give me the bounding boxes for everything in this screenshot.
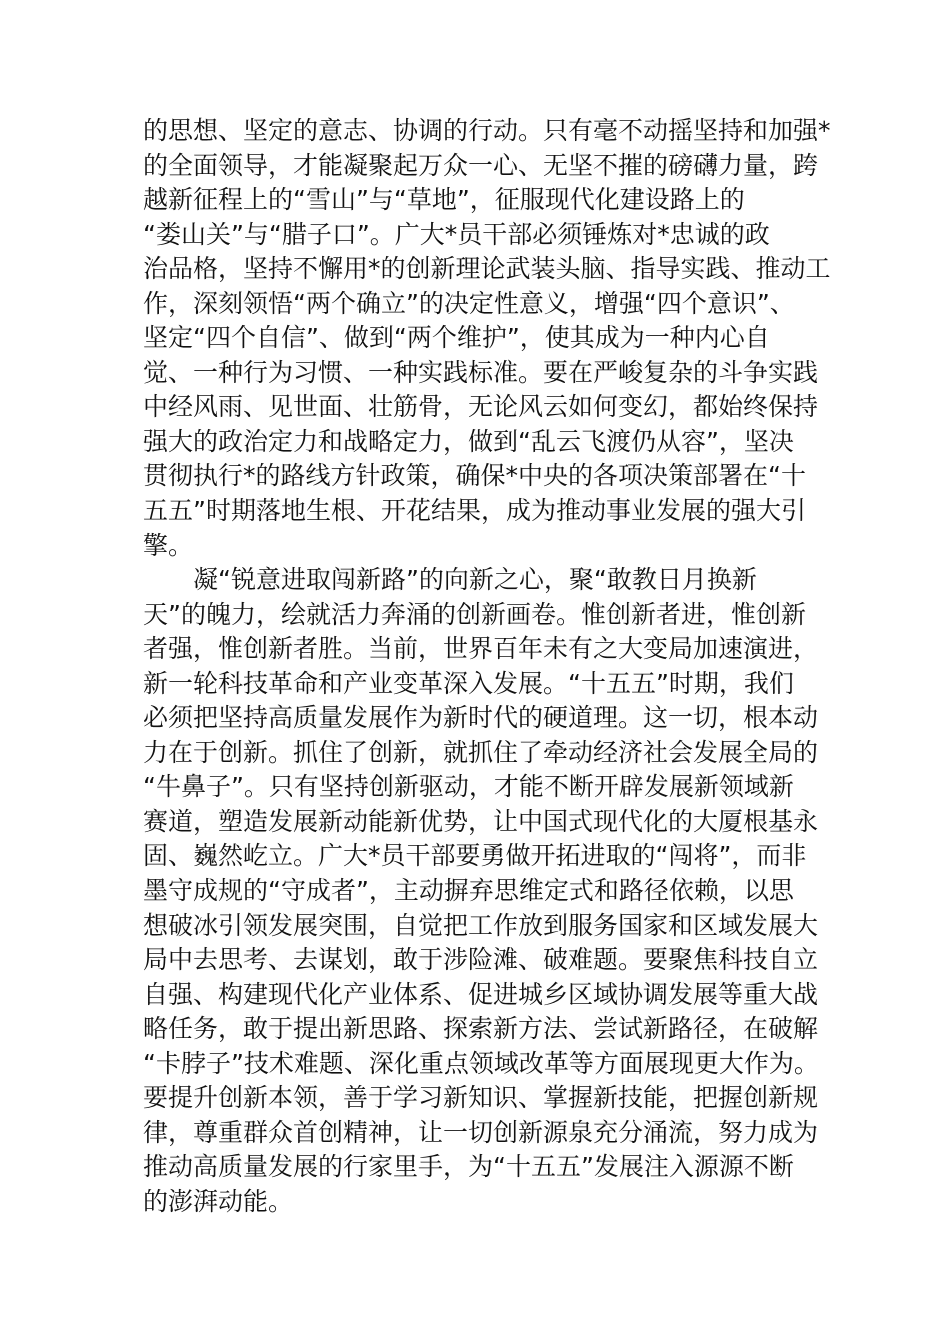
text-line: 想破冰引领发展突围，自觉把工作放到服务国家和区域发展大 xyxy=(143,910,819,940)
text-line: 律，尊重群众首创精神，让一切创新源泉充分涌流，努力成为 xyxy=(143,1117,819,1147)
text-line: 越新征程上的“雪山”与“草地”，征服现代化建设路上的 xyxy=(143,185,745,215)
text-line: “牛鼻子”。只有坚持创新驱动，才能不断开辟发展新领域新 xyxy=(143,772,794,802)
text-line: 觉、一种行为习惯、一种实践标准。要在严峻复杂的斗争实践 xyxy=(143,357,819,387)
text-line: 的全面领导，才能凝聚起万众一心、无坚不摧的磅礴力量，跨 xyxy=(143,150,819,180)
text-line: 者强，惟创新者胜。当前，世界百年未有之大变局加速演进， xyxy=(143,634,819,664)
text-line: 新一轮科技革命和产业变革深入发展。“十五五”时期，我们 xyxy=(143,668,794,698)
text-line: 的思想、坚定的意志、协调的行动。只有毫不动摇坚持和加强* xyxy=(143,116,831,145)
text-line: 力在于创新。抓住了创新，就抓住了牵动经济社会发展全局的 xyxy=(143,737,819,767)
text-line: 天”的魄力，绘就活力奔涌的创新画卷。惟创新者进，惟创新 xyxy=(143,599,806,629)
text-line: 局中去思考、去谋划，敢于涉险滩、破难题。要聚焦科技自立 xyxy=(143,945,819,975)
text-line: 自强、构建现代化产业体系、促进城乡区域协调发展等重大战 xyxy=(143,979,819,1009)
text-line: 强大的政治定力和战略定力，做到“乱云飞渡仍从容”，坚决 xyxy=(143,426,794,456)
text-line: 的澎湃动能。 xyxy=(143,1186,294,1216)
text-line: 推动高质量发展的行家里手，为“十五五”发展注入源源不断 xyxy=(143,1152,794,1182)
text-line: “卡脖子”技术难题、深化重点领域改革等方面展现更大作为。 xyxy=(143,1048,819,1078)
text-line: 赛道，塑造发展新动能新优势，让中国式现代化的大厦根基永 xyxy=(143,806,819,836)
text-line: 擎。 xyxy=(143,530,194,560)
text-line: 墨守成规的“守成者”，主动摒弃思维定式和路径依赖，以思 xyxy=(143,876,794,906)
text-line: 五五”时期落地生根、开花结果，成为推动事业发展的强大引 xyxy=(143,496,806,526)
body-text xyxy=(143,114,831,1220)
text-line: 略任务，敢于提出新思路、探索新方法、尝试新路径，在破解 xyxy=(143,1014,819,1044)
text-line: 坚定“四个自信”、做到“两个维护”，使其成为一种内心自 xyxy=(143,323,770,353)
text-line: “娄山关”与“腊子口”。广大*员干部必须锤炼对*忠诚的政 xyxy=(143,219,770,249)
text-line: 治品格，坚持不懈用*的创新理论武装头脑、指导实践、推动工 xyxy=(143,254,831,284)
text-line: 贯彻执行*的路线方针政策，确保*中央的各项决策部署在“十 xyxy=(143,461,806,491)
text-line: 中经风雨、见世面、壮筋骨，无论风云如何变幻，都始终保持 xyxy=(143,392,819,422)
text-line: 要提升创新本领，善于学习新知识、掌握新技能，把握创新规 xyxy=(143,1083,819,1113)
text-line: 作，深刻领悟“两个确立”的决定性意义，增强“四个意识”、 xyxy=(143,288,795,318)
text-line: 必须把坚持高质量发展作为新时代的硬道理。这一切，根本动 xyxy=(143,703,819,733)
text-line: 固、巍然屹立。广大*员干部要勇做开拓进取的“闯将”，而非 xyxy=(143,841,807,871)
text-line: 凝“锐意进取闯新路”的向新之心，聚“敢教日月换新 xyxy=(143,565,757,595)
